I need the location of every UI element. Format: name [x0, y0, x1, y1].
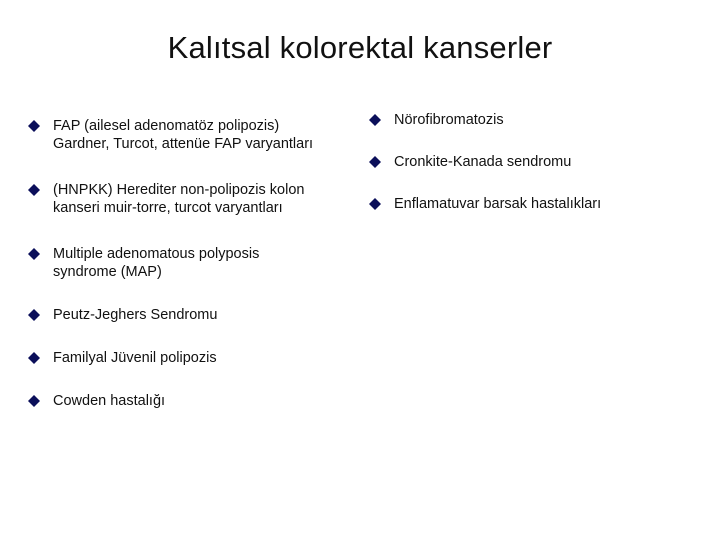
list-item	[28, 181, 363, 217]
diamond-bullet-icon	[28, 184, 40, 196]
list-item	[28, 245, 363, 281]
list-item-line: Enflamatuvar barsak hastalıkları	[394, 196, 602, 212]
list-item-line: Familyal Jüvenil polipozis	[53, 350, 217, 366]
diamond-bullet-icon	[369, 114, 381, 126]
right-bullet-list	[369, 111, 709, 213]
diamond-bullet-icon	[369, 156, 381, 168]
diamond-bullet-icon	[369, 198, 381, 210]
list-item-line: Cronkite-Kanada sendromu	[394, 154, 572, 170]
list-item	[369, 195, 709, 213]
diamond-bullet-icon	[28, 352, 40, 364]
list-item-line: FAP (ailesel adenomatöz polipozis)	[53, 118, 280, 134]
diamond-bullet-icon	[28, 248, 40, 260]
list-item-line: (HNPKK) Herediter non-polipozis kolon	[53, 182, 305, 198]
list-item	[28, 306, 363, 324]
diamond-bullet-icon	[28, 120, 40, 132]
list-item	[369, 153, 709, 171]
list-item-line: Peutz-Jeghers Sendromu	[53, 307, 218, 323]
list-item-line: syndrome (MAP)	[53, 264, 162, 280]
slide-title: Kalıtsal kolorektal kanserler	[167, 30, 553, 65]
list-item	[28, 392, 363, 410]
list-item-line: kanseri muir-torre, turcot varyantları	[53, 200, 283, 216]
list-item	[28, 349, 363, 367]
left-bullet-list	[28, 117, 363, 410]
diamond-bullet-icon	[28, 395, 40, 407]
list-item	[369, 111, 709, 129]
list-item-line: Gardner, Turcot, attenüe FAP varyantları	[53, 136, 314, 152]
list-item-line: Nörofibromatozis	[394, 112, 504, 128]
list-item-line: Cowden hastalığı	[53, 393, 166, 409]
list-item	[28, 117, 363, 153]
diamond-bullet-icon	[28, 309, 40, 321]
list-item-line: Multiple adenomatous polyposis	[53, 246, 260, 262]
